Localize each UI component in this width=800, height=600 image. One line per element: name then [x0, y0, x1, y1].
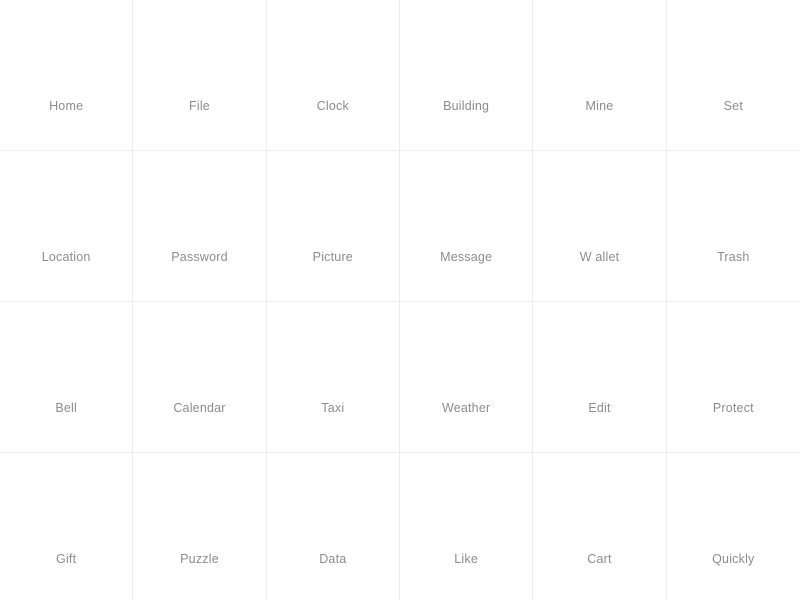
grid-cell-home[interactable] — [0, 0, 133, 151]
grid-cell-edit[interactable] — [533, 302, 666, 453]
grid-cell-label: Picture — [312, 249, 353, 264]
grid-cell-label: Mine — [585, 98, 614, 113]
grid-cell-location[interactable] — [0, 151, 133, 302]
grid-cell-label: Bell — [55, 400, 77, 415]
grid-cell-gift[interactable] — [0, 453, 133, 600]
grid-cell-like[interactable] — [400, 453, 533, 600]
grid-cell-label: Building — [443, 98, 490, 113]
grid-cell-label: Gift — [56, 551, 77, 566]
grid-cell-data[interactable] — [267, 453, 400, 600]
grid-cell-label: Location — [41, 249, 91, 264]
grid-cell-label: Data — [319, 551, 347, 566]
grid-cell-quickly[interactable] — [667, 453, 800, 600]
grid-cell-bell[interactable] — [0, 302, 133, 453]
grid-cell-w-allet[interactable] — [533, 151, 666, 302]
grid-cell-file[interactable] — [133, 0, 266, 151]
grid-cell-label: Home — [49, 98, 84, 113]
grid-cell-label: Puzzle — [180, 551, 219, 566]
grid-cell-clock[interactable] — [267, 0, 400, 151]
grid-cell-weather[interactable] — [400, 302, 533, 453]
grid-cell-password[interactable] — [133, 151, 266, 302]
grid-cell-message[interactable] — [400, 151, 533, 302]
grid-cell-label: Quickly — [712, 551, 755, 566]
grid-cell-label: Password — [171, 249, 228, 264]
grid-cell-label: Clock — [316, 98, 349, 113]
grid-cell-label: Taxi — [321, 400, 345, 415]
grid-cell-trash[interactable] — [667, 151, 800, 302]
grid-cell-label: Protect — [712, 400, 754, 415]
grid-cell-cart[interactable] — [533, 453, 666, 600]
grid-cell-building[interactable] — [400, 0, 533, 151]
grid-cell-label: Trash — [717, 249, 750, 264]
grid-cell-label: Weather — [441, 400, 491, 415]
grid-cell-label: Message — [440, 249, 493, 264]
grid-cell-label: Set — [723, 98, 743, 113]
grid-cell-label: Cart — [587, 551, 612, 566]
grid-cell-mine[interactable] — [533, 0, 666, 151]
grid-cell-picture[interactable] — [267, 151, 400, 302]
grid-cell-set[interactable] — [667, 0, 800, 151]
grid-cell-label: File — [189, 98, 210, 113]
grid-cell-label: W allet — [579, 249, 620, 264]
grid-cell-protect[interactable] — [667, 302, 800, 453]
grid-cell-label: Like — [454, 551, 479, 566]
grid-cell-label: Edit — [588, 400, 611, 415]
grid-cell-label: Calendar — [173, 400, 226, 415]
grid-cell-taxi[interactable] — [267, 302, 400, 453]
grid-cell-calendar[interactable] — [133, 302, 266, 453]
grid-cell-puzzle[interactable] — [133, 453, 266, 600]
